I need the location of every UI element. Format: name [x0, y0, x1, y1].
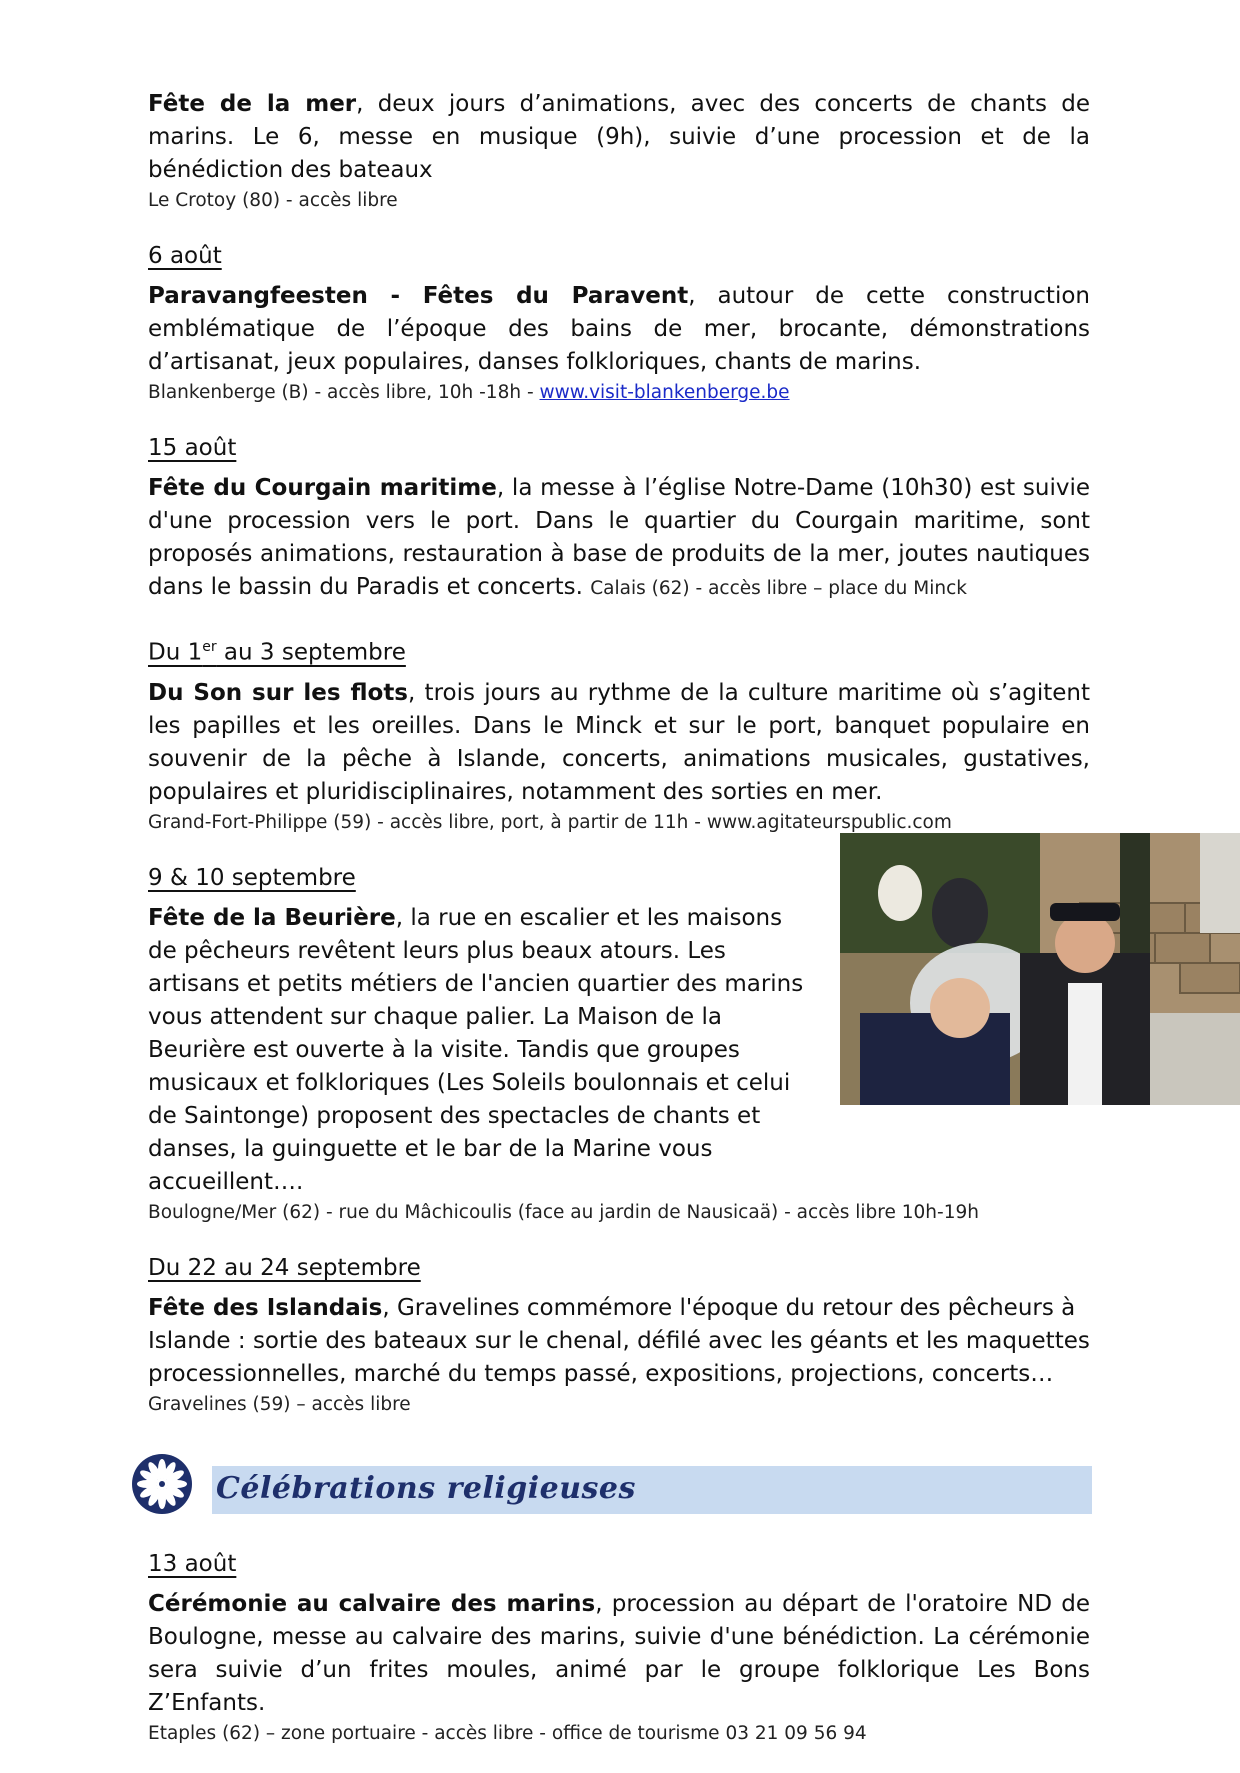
event-location: Boulogne/Mer (62) - rue du Mâchicoulis (face au jardin de Nausicaä) - accès libre 10h-19h [148, 1201, 979, 1223]
event-text: , procession au départ de l'oratoire ND de Boulogne, messe au calvaire des marins, suivie d'une bénédiction. La cérémonie sera suivie d’un frites moules, animé par le groupe folklorique Les Bons Z’Enfants. [148, 1590, 1090, 1716]
event-paravangfeesten [148, 240, 1090, 406]
event-description [148, 902, 813, 1199]
event-text: , la messe à l’église Notre-Dame (10h30) est suivie d'une procession vers le port. Dans le quartier du Courgain maritime, sont proposés animations, restauration à base de produits de la mer, joutes nautiques dans le bassin du Paradis et concerts. [148, 475, 1090, 600]
section-banner [212, 1466, 1092, 1514]
event-courgain [148, 432, 1090, 605]
event-title: Fête du Courgain maritime [148, 475, 497, 501]
event-text: , deux jours d’animations, avec des concerts de chants de marins. Le 6, messe en musique (9h), suivie d’une procession et de la bénédiction des bateaux [148, 91, 1091, 183]
event-son-sur-les-flots [148, 631, 1090, 836]
event-text: , Gravelines commémore l'époque du retour des pêcheurs à Islande : sortie des bateaux sur le chenal, défilé avec les géants et les maquettes processionnelles, marché du temps passé, expositions, projections, concerts… [148, 1294, 1090, 1387]
event-title: Fête des Islandais [148, 1294, 383, 1321]
blankenberge-link[interactable]: www.visit-blankenberge.be [539, 382, 790, 403]
event-location-text: Blankenberge (B) - accès libre, 10h -18h - [148, 382, 540, 403]
event-date: Du 22 au 24 septembre [148, 1254, 421, 1281]
event-title: Cérémonie au calvaire des marins [148, 1590, 596, 1617]
event-date: 6 août [148, 243, 222, 269]
event-text: , autour de cette construction emblématique de l’époque des bains de mer, brocante, démonstrations d’artisanat, jeux populaires, danses folkloriques, chants de marins. [148, 283, 1090, 375]
event-title: Fête de la mer [148, 91, 357, 117]
event-date [148, 631, 1090, 670]
event-location [148, 379, 1090, 406]
event-calvaire [148, 1548, 1090, 1747]
event-date-suffix: au 3 septembre [216, 639, 406, 666]
event-description [148, 280, 1090, 379]
photo-illustration [840, 833, 1240, 1105]
flower-icon [130, 1452, 194, 1516]
event-date-prefix: Du 1 [148, 639, 203, 666]
event-date-sup: er [202, 639, 217, 655]
beuriere-photo [840, 833, 1240, 1105]
event-date: 15 août [148, 435, 237, 461]
event-text: , trois jours au rythme de la culture maritime où s’agitent les papilles et les oreilles. Dans le Minck et sur le port, banquet populaire en souvenir de la pêche à Islande, concerts, animations musicales, gustatives, populaires et pluridisciplinaires, notamment des sorties en mer. [148, 679, 1090, 805]
event-date: 13 août [148, 1550, 237, 1577]
event-description [148, 88, 1090, 187]
event-title: Du Son sur les flots [148, 679, 409, 706]
event-text: , la rue en escalier et les maisons de pêcheurs revêtent leurs plus beaux atours. Les artisans et petits métiers de l'ancien quartier des marins vous attendent sur chaque palier. La Maison de la Beurière est ouverte à la visite. Tandis que groupes musicaux et folkloriques (Les Soleils boulonnais et celui de Saintonge) proposent des spectacles de chants et danses, la guinguette et le bar de la Marine vous accueillent…. [148, 904, 804, 1195]
event-description [148, 1292, 1090, 1391]
event-location: Grand-Fort-Philippe (59) - accès libre, port, à partir de 11h - www.agitateurspublic.com [148, 811, 952, 833]
section-header-religious [148, 1462, 1090, 1524]
event-location: Etaples (62) – zone portuaire - accès libre - office de tourisme 03 21 09 56 94 [148, 1722, 867, 1744]
event-location: Gravelines (59) – accès libre [148, 1393, 411, 1415]
event-description [148, 472, 1090, 605]
event-fete-de-la-mer [148, 88, 1090, 214]
event-location: Calais (62) - accès libre – place du Minck [590, 578, 967, 599]
event-description [148, 677, 1090, 809]
event-date: 9 & 10 septembre [148, 864, 356, 891]
event-title: Fête de la Beurière [148, 904, 396, 931]
event-description [148, 1588, 1090, 1720]
section-title: Célébrations religieuses [216, 1470, 636, 1506]
event-islandais [148, 1252, 1090, 1418]
event-title: Paravangfeesten - Fêtes du Paravent [148, 283, 689, 309]
event-location: Le Crotoy (80) - accès libre [148, 190, 398, 211]
